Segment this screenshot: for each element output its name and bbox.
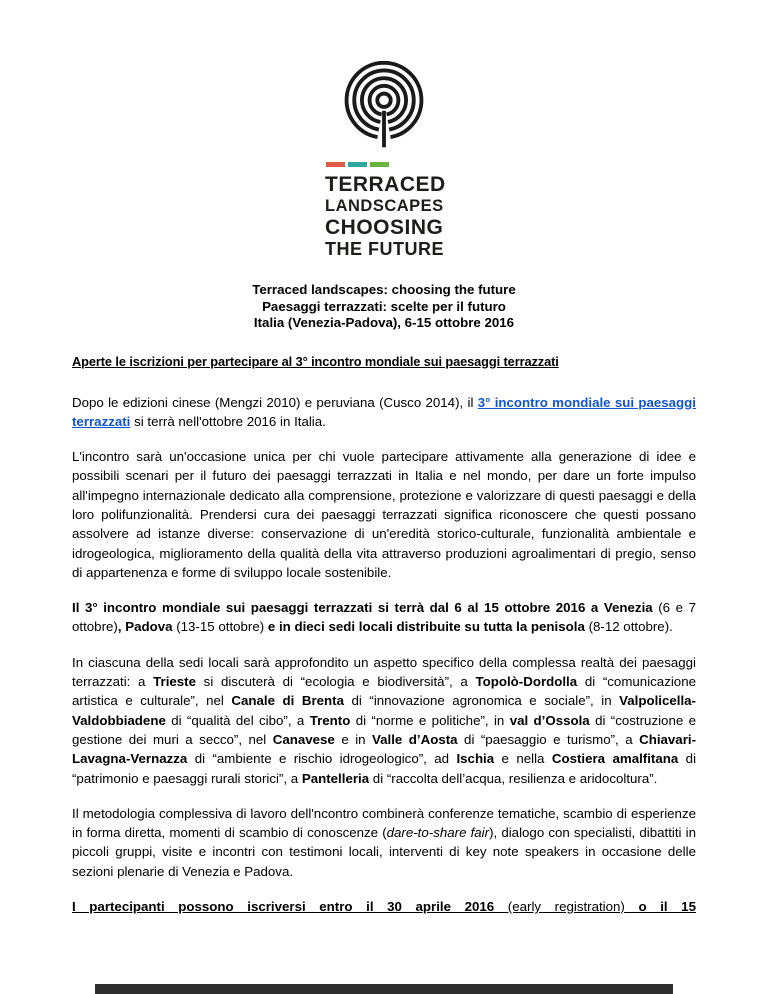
text-segment: Ischia	[456, 751, 495, 767]
text-segment: (early registration)	[507, 899, 625, 915]
paragraph-description	[72, 447, 696, 582]
title-line-it: Paesaggi terrazzati: scelte per il futuro	[262, 298, 506, 314]
text-segment: L'incontro sarà un'occasione unica per chi vuole partecipare attivamente alla generazione di idee e possibili scenari per il futuro dei paesaggi terrazzati in Italia e nel mondo, per dare un forte impulso all'impegno internazionale dedicato alla comprensione, protezione e valorizzare di questi paesaggi e della loro polifunzionalità. Prendersi cura dei paesaggi terrazzati significa riconoscere che questi possano assolvere ad istanze diverse: conservazione di un'eredità storico-culturale, funzionalità ambientale e idrogeologica, miglioramento della qualità della vita attraverso produzioni agroalimentari di pregio, senso di appartenenza e forme di sviluppo locale sostenibile.	[72, 449, 696, 580]
wordmark-line-choosing: CHOOSING	[325, 216, 444, 239]
wordmark-line-terraced: TERRACED	[325, 173, 446, 196]
text-segment: e in dieci sedi locali distribuite su tutta la penisola	[267, 619, 589, 635]
text-segment: ,	[117, 619, 126, 635]
text-segment: e nella	[494, 751, 552, 767]
text-segment: Trento	[309, 712, 351, 728]
text-segment: In ciascuna della sedi locali sarà approfondito un aspetto specifico della complessa realtà dei paesaggi terrazzati: a	[72, 654, 696, 690]
text-segment: ), dialogo con specialisti, dibattiti in piccoli gruppi, visite e incontri con testimoni locali, interventi di key note speakers in occasione delle sezioni plenarie di Venezia e Padova.	[72, 825, 696, 879]
text-segment: di “comunicazione artistica e culturale”, nel	[72, 674, 696, 709]
teal-dash	[348, 162, 367, 167]
text-segment: Chiavari-Lavagna-Vernazza	[72, 731, 696, 767]
text-segment: e in	[334, 731, 373, 747]
title-block	[72, 282, 696, 332]
text-segment: Dopo le edizioni cinese (Mengzi 2010) e peruviana (Cusco 2014), il	[72, 394, 478, 410]
wordmark-line-landscapes: LANDSCAPES	[325, 197, 444, 215]
title-line-date: Italia (Venezia-Padova), 6-15 ottobre 2016	[253, 315, 515, 330]
text-segment: (8-12 ottobre).	[588, 619, 673, 635]
text-segment: di “norme e politiche”, in	[350, 712, 510, 728]
paragraph-methodology	[72, 804, 696, 881]
text-segment: val d’Ossola	[509, 712, 590, 728]
text-segment: Costiera amalfitana	[551, 751, 679, 767]
document-body	[72, 282, 696, 916]
text-segment: si terrà nell'ottobre 2016 in Italia.	[130, 413, 326, 429]
paragraph-intro	[72, 393, 696, 432]
title-line-en: Terraced landscapes: choosing the future	[252, 282, 516, 297]
red-dash	[326, 162, 345, 167]
text-segment: (13-15 ottobre)	[176, 619, 268, 635]
text-segment: Il metodologia complessiva di lavoro dell'ncontro combinerà conferenze tematiche, scambio di esperienze in forma diretta, momenti di scambio di conoscenze (	[72, 805, 696, 841]
text-segment: (6 e 7 ottobre)	[72, 600, 696, 635]
logo	[0, 0, 768, 260]
next-page-edge	[95, 984, 673, 994]
text-segment: Valle d’Aosta	[372, 731, 458, 747]
text-segment: dare-to-share fair	[386, 825, 490, 841]
text-segment: di “patrimonio e paesaggi rurali storici”, a	[72, 751, 697, 786]
paragraph-local-venues	[72, 653, 696, 788]
text-segment: di “raccolta dell’acqua, resilienza e aridocoltura”.	[369, 770, 658, 786]
section-heading: Aperte le iscrizioni per partecipare al 3° incontro mondiale sui paesaggi terrazzati	[72, 353, 559, 369]
text-segment: Trieste	[153, 674, 196, 690]
text-segment: di “qualità del cibo”, a	[165, 712, 310, 728]
text-segment: Canale di Brenta	[231, 693, 344, 709]
text-segment: Pantelleria	[301, 770, 370, 786]
text-segment: Canavese	[272, 731, 335, 747]
text-segment: di “innovazione agronomica e sociale”, in	[344, 693, 620, 709]
text-segment: Il 3° incontro mondiale sui paesaggi terrazzati si terrà dal 6 al 15 ottobre 2016 a Venezia	[72, 600, 659, 616]
green-dash	[370, 162, 389, 167]
text-segment: Topolò-Dordolla	[475, 674, 578, 690]
text-segment: Padova	[125, 619, 177, 635]
wordmark-line-thefuture: THE FUTURE	[325, 239, 444, 259]
logo-wordmark	[325, 158, 446, 260]
text-segment: si discuterà di “ecologia e biodiversità”, a	[196, 674, 476, 690]
paragraph-dates-venues	[72, 598, 696, 637]
text-segment: di “paesaggio e turismo”, a	[457, 731, 640, 747]
terraced-spiral-icon	[331, 58, 437, 154]
text-segment: di “ambiente e rischio idrogeologico”, ad	[187, 751, 457, 767]
text-segment: Valpolicella-Valdobbiadene	[72, 693, 696, 728]
text-segment: di “costruzione e gestione dei muri a secco”, nel	[72, 712, 697, 747]
text-segment: I partecipanti possono iscriversi entro il 30 aprile 2016	[72, 899, 508, 915]
brand-color-dashes	[326, 162, 443, 167]
registration-link[interactable]: 3° incontro mondiale sui paesaggi terrazzati	[72, 394, 696, 429]
paragraph-registration	[72, 897, 696, 916]
text-segment: o il 15	[624, 899, 696, 915]
